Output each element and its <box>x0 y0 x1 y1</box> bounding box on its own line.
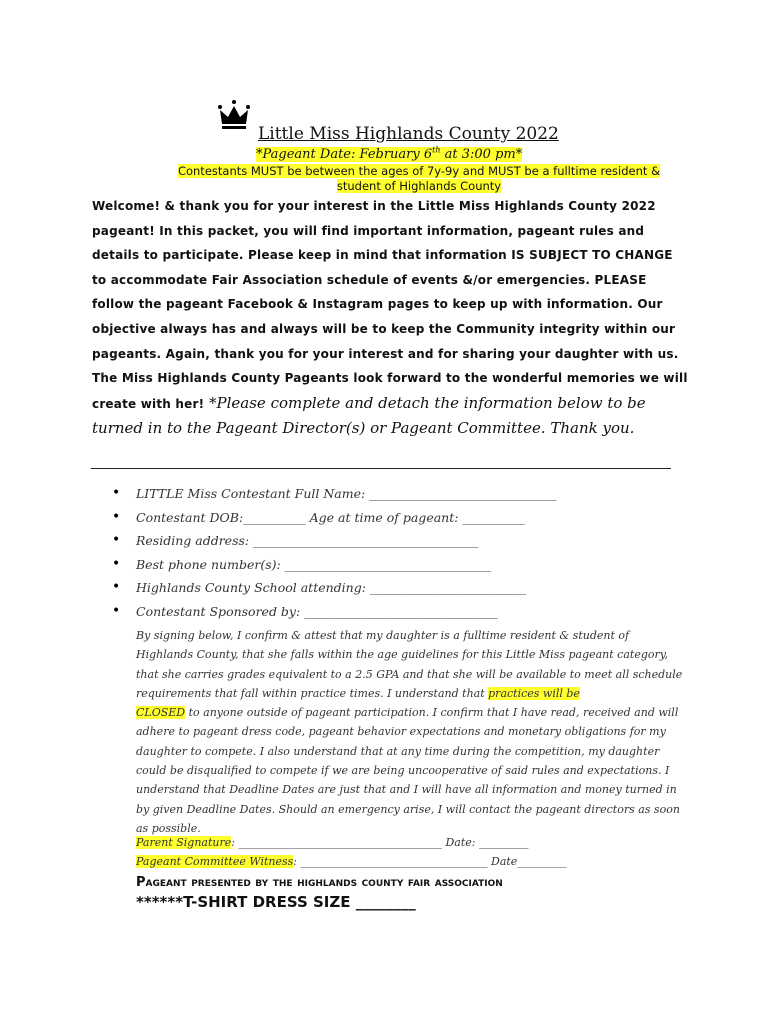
field-full-name[interactable]: • LITTLE Miss Contestant Full Name: ______________________________ <box>110 486 680 510</box>
eligibility-requirement: Contestants MUST be between the ages of 7y-9y and MUST be a fulltime resident & student of Highlands County <box>177 164 661 193</box>
contestant-info-list <box>110 486 680 627</box>
crown-icon <box>216 98 252 134</box>
field-address[interactable]: • Residing address: ____________________________________ <box>110 533 680 557</box>
divider-line <box>91 468 671 469</box>
field-school[interactable]: • Highlands County School attending: _________________________ <box>110 580 680 604</box>
practices-closed-highlight: practices will be <box>488 686 580 700</box>
parent-signature-line[interactable]: Parent Signature: _____________________________________ Date: _________ <box>136 836 529 849</box>
tshirt-size-field[interactable]: ******T-SHIRT DRESS SIZE ________ <box>136 893 416 911</box>
witness-signature-line[interactable]: Pageant Committee Witness: __________________________________ Date_________ <box>136 855 567 868</box>
detach-instruction: *Please complete and detach the information below to be turned in to the Pageant Director(s) or Pageant Committee. Thank you. <box>92 393 646 438</box>
pageant-date: *Pageant Date: February 6th at 3:00 pm* <box>256 146 523 163</box>
field-dob-age[interactable]: • Contestant DOB:__________ Age at time of pageant: __________ <box>110 510 680 534</box>
field-sponsor[interactable]: • Contestant Sponsored by: _______________________________ <box>110 604 680 628</box>
consent-continued: to anyone outside of pageant participation. I confirm that I have read, received and will adhere to pageant dress code, pageant behavior expectations and monetary obligations for my daughter to compete. I also understand that at any time during the competition, my daughter could be disqualified to compete if we are being uncooperative of said rules and expectations. I understand that Deadline Dates are just that and I will have all information and money turned in by given Deadline Dates. Should an emergency arise, I will contact the pageant directors as soon as possible. <box>136 706 680 835</box>
page-title: Little Miss Highlands County 2022 <box>258 124 559 144</box>
presented-by: Pageant presented by the highlands county fair association <box>136 875 503 890</box>
field-phone[interactable]: • Best phone number(s): _________________________________ <box>110 557 680 581</box>
welcome-paragraph: Welcome! & thank you for your interest in the Little Miss Highlands County 2022 pageant! In this packet, you will find important information, pageant rules and details to participate. Please keep in mind that information IS SUBJECT TO CHANGE to accommodate Fair Association schedule of events &/or emergencies. PLEASE follow the pageant Facebook & Instagram pages to keep up with information. Our objective always has and always will be to keep the Community integrity within our pageants. Again, thank you for your interest and for sharing your daughter with us. The Miss Highlands County Pageants look forward to the wonderful memories we will create with her! *Please complete and detach the information below to be turned in to the Pageant Director(s) or Pageant Committee. Thank you. <box>92 199 688 438</box>
consent-statement: By signing below, I confirm & attest that my daughter is a fulltime resident & student of Highlands County, that she falls within the age guidelines for this Little Miss pageant category, that she carries grades equivalent to a 2.5 GPA and that she will be available to meet all schedule requirements that fall within practice times. I understand that practices will be CLOSED to anyone outside of pageant participation. I confirm that I have read, received and will adhere to pageant dress code, pageant behavior expectations and monetary obligations for my daughter to compete. I also understand that at any time during the competition, my daughter could be disqualified to compete if we are being uncooperative of said rules and expectations. I understand that Deadline Dates are just that and I will have all information and money turned in by given Deadline Dates. Should an emergency arise, I will contact the pageant directors as soon as possible. <box>136 629 683 835</box>
